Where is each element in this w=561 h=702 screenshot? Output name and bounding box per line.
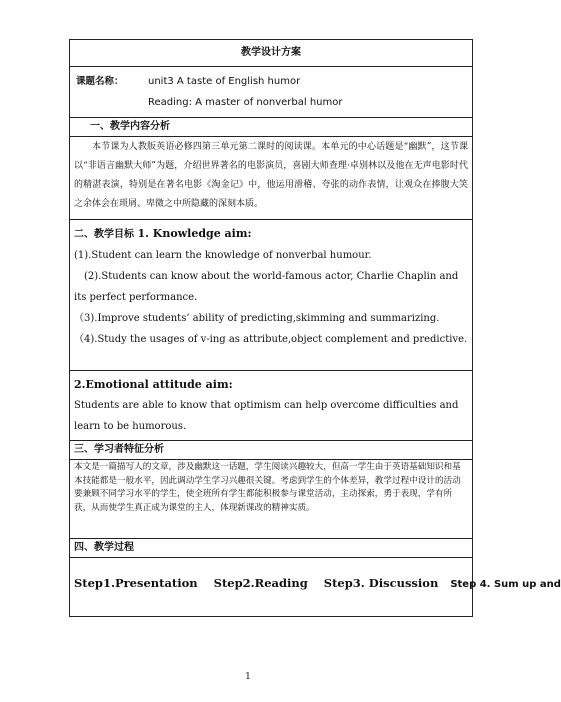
topic-line-1: unit3 A taste of English humor — [148, 76, 301, 87]
objectives-heading: 二、教学目标 — [74, 229, 134, 240]
objective-item: (1).Student can learn the knowledge of nonverbal humour. — [74, 250, 372, 261]
emotional-aim-heading: 2.Emotional attitude aim: — [74, 378, 233, 391]
learner-analysis-heading: 三、学习者特征分析 — [70, 441, 473, 460]
section-content-analysis-heading: 一、教学内容分析 — [70, 118, 473, 137]
emotional-aim-cell — [70, 371, 473, 441]
learner-analysis-text: 本文是一篇描写人的文章，涉及幽默这一话题，学生阅读兴趣较大，但高一学生由于英语基础知识和基本技能都是一般水平，因此调动学生学习兴趣很关键。考虑到学生的个体差异，教学过程中设计的活动要兼顾不同学习水平的学生，使全班所有学生都能积极参与课堂活动，主动探索，勇于表现，学有所获，从而使学生真正成为课堂的主人，体现新课改的精神实质。 — [70, 460, 473, 539]
step-item: Step3. Discussion — [323, 576, 439, 590]
objectives-cell — [70, 220, 473, 371]
objective-item: （4).Study the usages of v-ing as attribute,object complement and predictive. — [74, 334, 468, 345]
teaching-process-cell — [70, 558, 561, 617]
steps-line — [74, 576, 561, 590]
step-item: Step2.Reading — [213, 576, 308, 590]
step-item-last: Step 4. Sum up and — [450, 579, 561, 590]
page-number: 1 — [245, 672, 251, 682]
step-item: Step1.Presentation — [74, 576, 198, 590]
topic-cell — [70, 67, 473, 118]
content-analysis-text: 本节课为人教版英语必修四第三单元第二课时的阅读课。本单元的中心话题是“幽默”，这节课以“非语言幽默大师”为题，介绍世界著名的电影演员，喜剧大师查理·卓别林以及他在无声电影时代的精湛表演，特别是在著名电影《淘金记》中，他运用滑稽、夸张的动作表情，让观众在捧腹大笑之余体会在琐屑、卑微之中所隐藏的深刻本质。 — [70, 137, 473, 220]
topic-line-2: Reading: A master of nonverbal humor — [148, 97, 343, 108]
objective-item: (2).Students can know about the world-famous actor, Charlie Chaplin and its perfect performance. — [74, 271, 459, 303]
lesson-plan-table — [69, 39, 561, 617]
topic-label: 课题名称： — [76, 76, 124, 87]
knowledge-aim-label: 1. Knowledge aim: — [137, 227, 252, 240]
objective-item: （3).Improve students’ ability of predicting,skimming and summarizing. — [74, 313, 440, 324]
document-title: 教学设计方案 — [70, 40, 473, 67]
teaching-process-heading: 四、教学过程 — [70, 539, 473, 558]
emotional-aim-text: Students are able to know that optimism can help overcome difficulties and learn to be humorous. — [74, 400, 459, 432]
